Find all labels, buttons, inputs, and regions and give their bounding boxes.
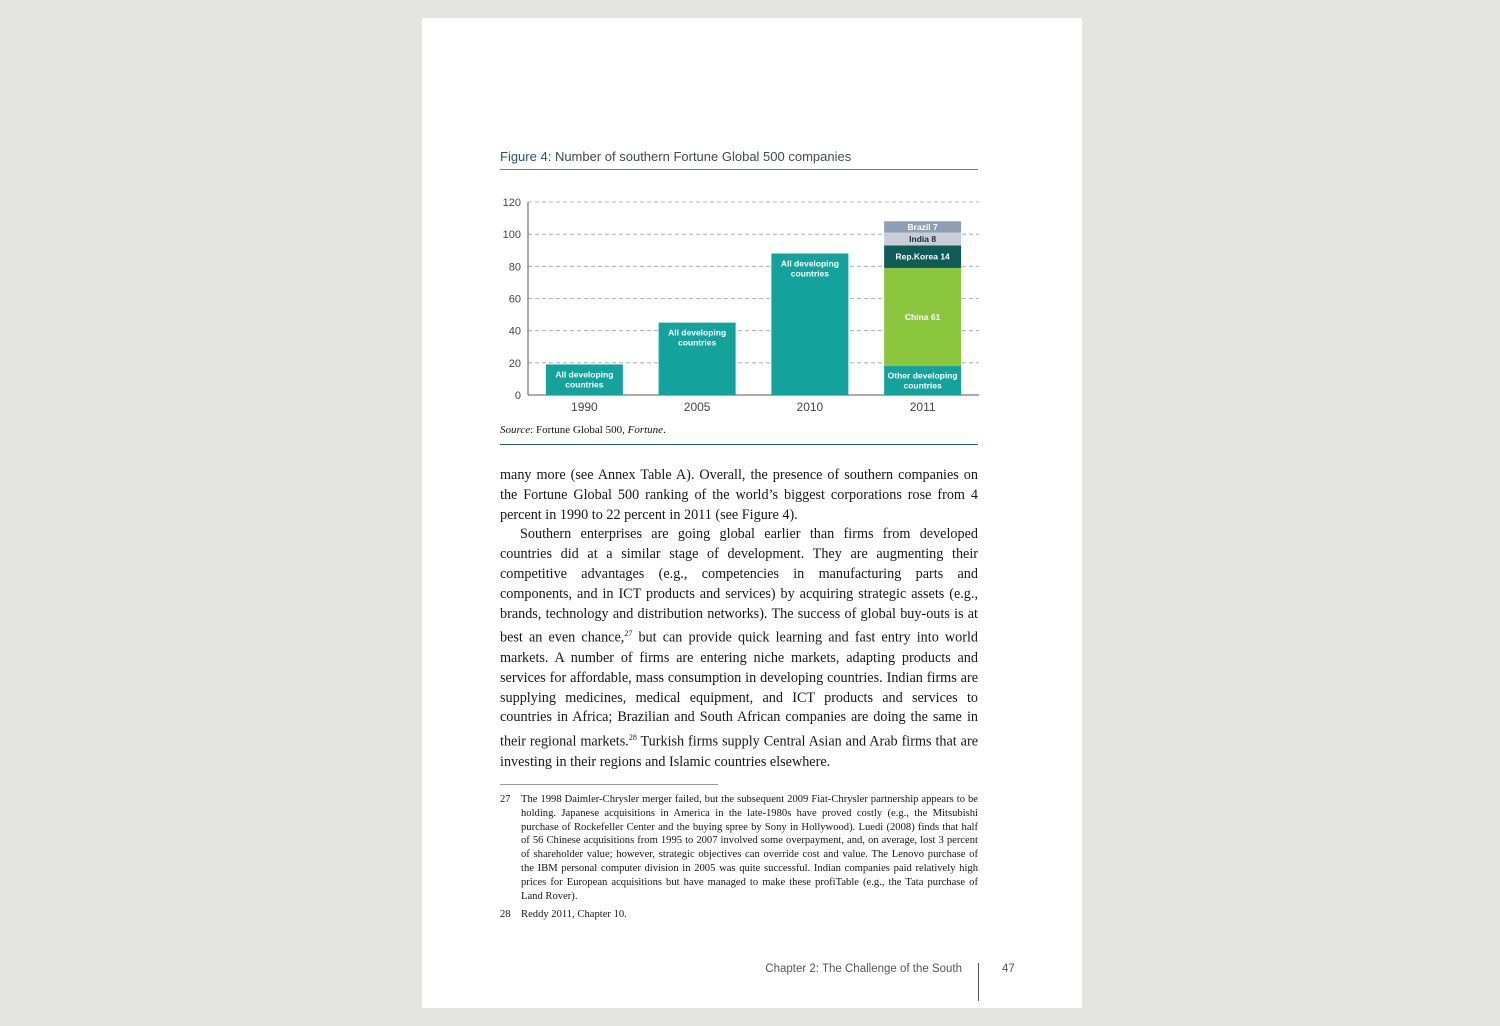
bar-label: India 8 <box>909 233 937 244</box>
footnote-ref-27[interactable]: 27 <box>624 629 633 639</box>
document-page <box>422 18 1082 1008</box>
paragraph-1: many more (see Annex Table A). Overall, the presence of southern companies on the Fortune Global 500 ranking of the world’s biggest corporations rose from 4 percent in 1990 to 22 percent in 2011 (see Figure 4). <box>500 467 978 523</box>
paragraph-2-part-2: but can provide quick learning and fast entry into world markets. A number of firms are entering niche markets, adapting products and services for affordable, mass consumption in developing countries. Indian firms are supplying medicines, medical equipment, and ICT products and services to countries in Africa; Brazilian and South African companies are doing the same in their regional markets. <box>500 630 979 750</box>
source-label: Source <box>500 424 531 436</box>
x-tick-label: 2005 <box>683 400 711 414</box>
footnote-ref-28[interactable]: 28 <box>628 733 637 743</box>
footnotes <box>500 793 978 927</box>
paragraph-2 <box>500 525 978 772</box>
footnote-item <box>500 793 978 903</box>
x-tick-label: 2010 <box>796 400 824 414</box>
figure-source <box>500 424 978 445</box>
y-tick-label: 0 <box>514 390 521 402</box>
source-text: : Fortune Global 500, <box>530 424 628 436</box>
y-tick-label: 40 <box>508 325 521 338</box>
source-publication: Fortune <box>627 424 664 436</box>
footnote-divider <box>500 784 718 785</box>
body-text <box>500 466 978 772</box>
running-footer-chapter: Chapter 2: The Challenge of the South <box>765 963 962 975</box>
bar-label: Other developing <box>887 370 958 381</box>
bar-label: countries <box>565 379 604 390</box>
footer-divider <box>978 963 979 1001</box>
x-tick-label: 2011 <box>909 400 936 414</box>
bar-label: countries <box>677 337 717 348</box>
figure-title <box>500 149 978 170</box>
y-tick-label: 80 <box>508 261 521 274</box>
figure-number: Figure 4: <box>500 149 552 164</box>
bar-label: China 61 <box>904 311 941 322</box>
bar-label: countries <box>903 380 942 391</box>
bar-label: All developing <box>668 327 727 338</box>
footnote-text: The 1998 Daimler-Chrysler merger failed, but the subsequent 2009 Fiat-Chrysler partnership appears to be holding. Japanese acquisitions in America in the late-1980s have proved costly (e.g., the Mitsubishi purchase of Rockefeller Center and the buying spree by Sony in Hollywood). Luedi (2008) finds that half of 56 Chinese acquisitions from 1995 to 2007 involved some overpayment, and, on average, lost 3 percent of shareholder value; however, strategic objectives can override cost and value. The Lenovo purchase of the IBM personal computer division in 2005 was quite successful. Indian companies paid relatively high prices for European acquisitions but have managed to make these profiTable (e.g., the Tata purchase of Land Rover). <box>521 794 978 902</box>
y-tick-label: 60 <box>508 293 521 306</box>
y-tick-label: 120 <box>502 197 521 209</box>
source-end: . <box>663 424 666 436</box>
paragraph-2-part-3: Turkish firms supply Central Asian and Arab firms that are investing in their regions and Islamic countries elsewhere. <box>500 733 978 770</box>
x-tick-label: 1990 <box>571 400 598 414</box>
footnote-text: Reddy 2011, Chapter 10. <box>521 909 627 921</box>
bar-label: All developing <box>780 258 839 269</box>
footnote-number: 27 <box>500 794 511 805</box>
y-tick-label: 100 <box>502 229 521 242</box>
bar-chart <box>492 188 992 423</box>
bar-label: countries <box>790 268 830 279</box>
bar-label: Brazil 7 <box>907 221 938 232</box>
footnote-item <box>500 908 978 922</box>
y-tick-label: 20 <box>508 357 521 370</box>
paragraph-2-part-1: Southern enterprises are going global earlier than firms from developed countries did at a similar stage of development. They are augmenting their competitive advantages (e.g., competencies in manufacturing parts and components, and in ICT products and services) by acquiring strategic assets (e.g., brands, technology and distribution networks). The success of global buy-outs is at best an even chance, <box>500 526 978 647</box>
bar-label: Rep.Korea 14 <box>895 251 950 262</box>
page-number: 47 <box>1002 963 1015 975</box>
figure-caption: Number of southern Fortune Global 500 companies <box>554 149 852 164</box>
footnote-number: 28 <box>500 909 511 921</box>
bar-label: All developing <box>555 369 614 380</box>
